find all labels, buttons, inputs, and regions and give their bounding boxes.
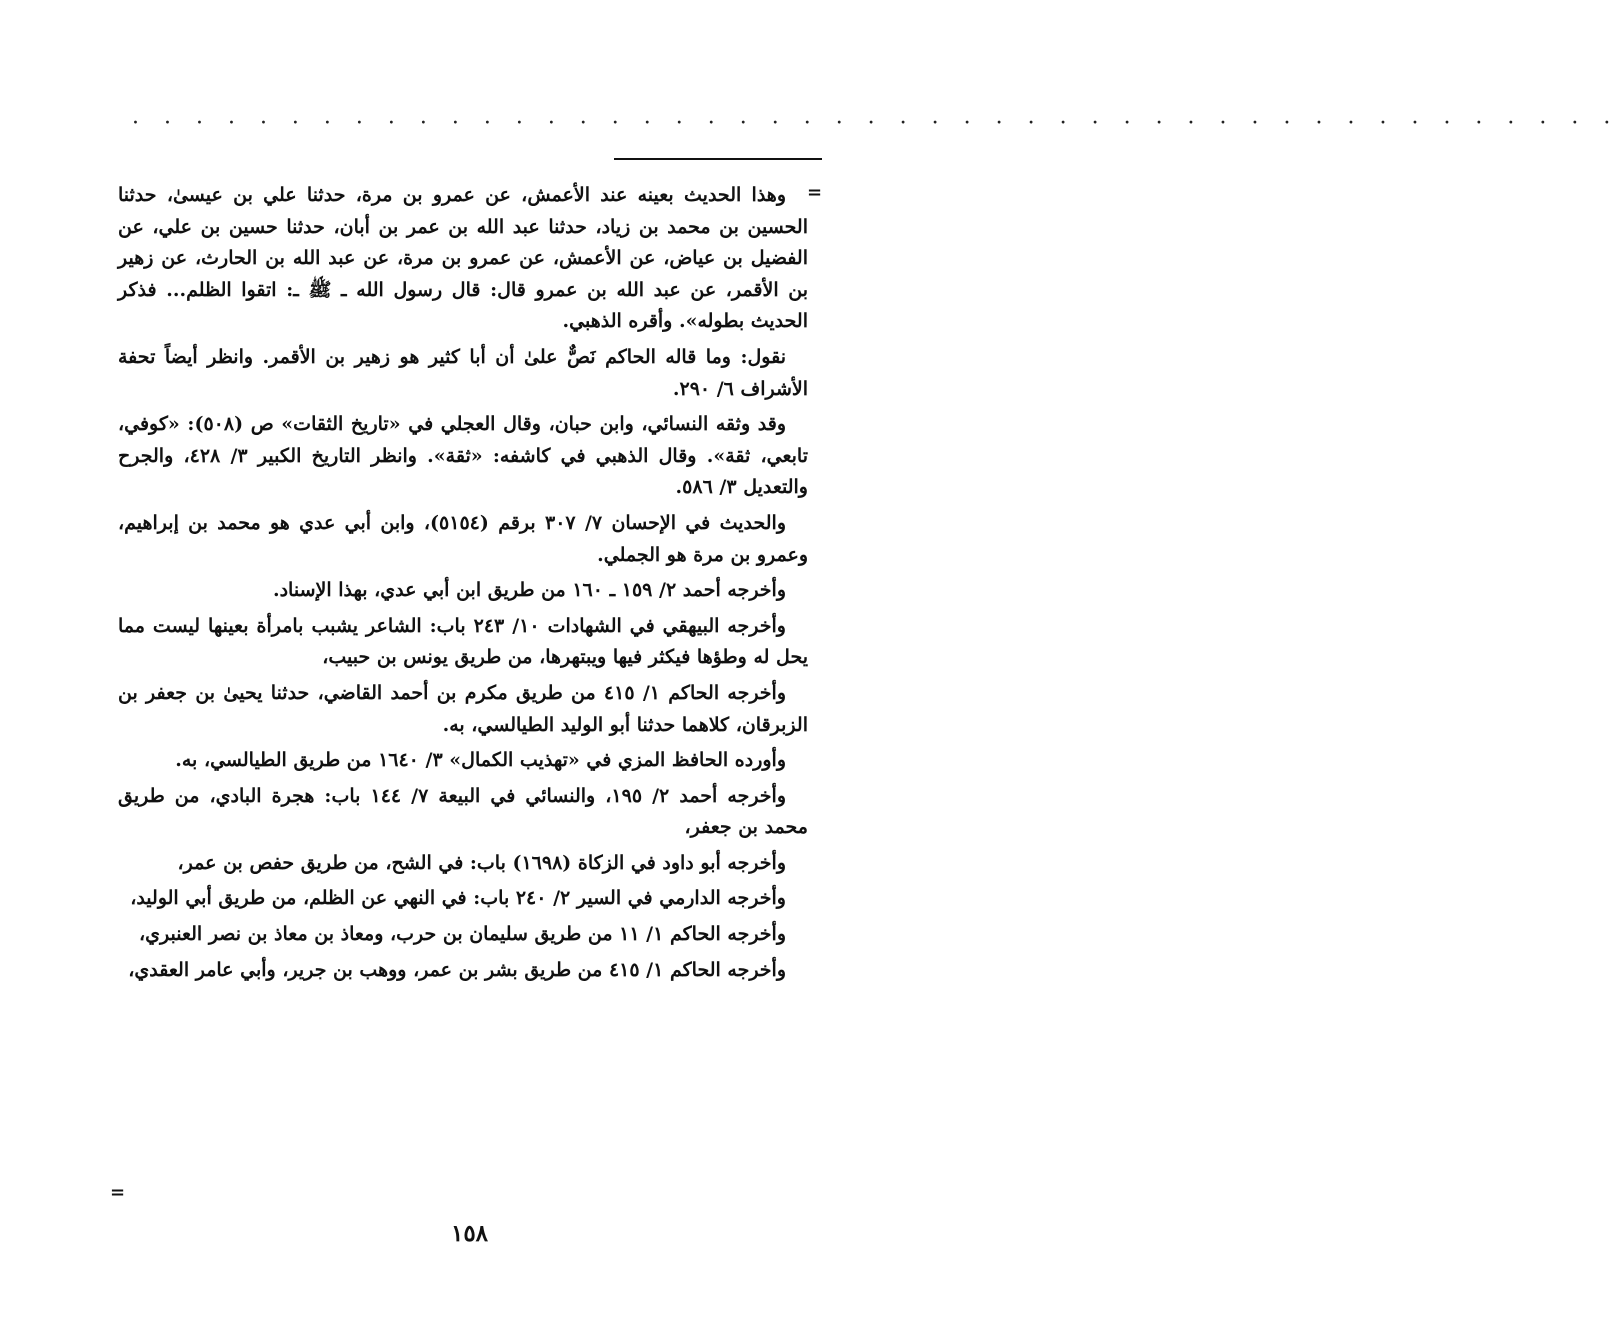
paragraph: وأخرجه البيهقي في الشهادات ١٠/ ٢٤٣ باب: الشاعر يشبب بامرأة بعينها ليست مما يحل له وطؤها فيكثر فيها ويبتهرها، من طريق يونس بن حبيب، <box>118 614 808 669</box>
paragraph: وأخرجه الحاكم ١/ ٤١٥ من طريق بشر بن عمر، ووهب بن جرير، وأبي عامر العقدي، <box>128 958 786 981</box>
paragraph: وهذا الحديث بعينه عند الأعمش، عن عمرو بن مرة، حدثنا علي بن عيسىٰ، حدثنا الحسين بن محمد بن زياد، حدثنا عبد الله بن عمر بن أبان، حدثنا حسين بن علي، عن الفضيل بن عياض، عن الأعمش، عن عمرو بن مرة، عن عبد الله بن الحارث، عن زهير بن الأقمر، عن عبد الله بن عمرو قال: قال رسول الله ـ ﷺ ـ: اتقوا الظلم... فذكر الحديث بطوله». وأقره الذهبي. <box>118 184 808 333</box>
continuation-mark-top: = <box>807 182 823 203</box>
separator-dots: · · · · · · · · · · · · · · · · · · · · · · · · · · · · · · · · · · · · · · · · · · · · · · · <box>132 111 1619 136</box>
paragraph: وأخرجه الدارمي في السير ٢/ ٢٤٠ باب: في النهي عن الظلم، من طريق أبي الوليد، <box>130 887 786 910</box>
paragraph: وأخرجه الحاكم ١/ ١١ من طريق سليمان بن حرب، ومعاذ بن معاذ بن نصر العنبري، <box>139 923 786 946</box>
paragraph: نقول: وما قاله الحاكم نَصٌّ علىٰ أن أبا كثير هو زهير بن الأقمر. وانظر أيضاً تحفة الأشراف ٦/ ٢٩٠. <box>118 345 808 400</box>
page-number: ١٥٨ <box>450 1220 489 1247</box>
footnote-rule <box>614 158 822 160</box>
continuation-mark-bottom: = <box>110 1182 126 1203</box>
paragraph: وأخرجه أحمد ٢/ ١٥٩ ـ ١٦٠ من طريق ابن أبي عدي، بهذا الإسناد. <box>272 579 786 602</box>
paragraph: وقد وثقه النسائي، وابن حبان، وقال العجلي في «تاريخ الثقات» ص (٥٠٨): «كوفي، تابعي، ثقة». وقال الذهبي في كاشفه: «ثقة». وانظر التاريخ الكبير ٣/ ٤٢٨، والجرح والتعديل ٣/ ٥٨٦. <box>118 413 809 499</box>
paragraph: وأورده الحافظ المزي في «تهذيب الكمال» ٣/ ١٦٤٠ من طريق الطيالسي، به. <box>175 749 786 772</box>
paragraph: وأخرجه الحاكم ١/ ٤١٥ من طريق مكرم بن أحمد القاضي، حدثنا يحيىٰ بن جعفر بن الزبرقان، كلاهما حدثنا أبو الوليد الطيالسي، به. <box>118 681 808 736</box>
footnote-body <box>118 180 808 990</box>
paragraph: وأخرجه أبو داود في الزكاة (١٦٩٨) باب: في الشح، من طريق حفص بن عمر، <box>177 851 786 874</box>
paragraph: وأخرجه أحمد ٢/ ١٩٥، والنسائي في البيعة ٧/ ١٤٤ باب: هجرة البادي، من طريق محمد بن جعفر، <box>118 784 808 839</box>
paragraph: والحديث في الإحسان ٧/ ٣٠٧ برقم (٥١٥٤)، وابن أبي عدي هو محمد بن إبراهيم، وعمرو بن مرة هو الجملي. <box>118 511 808 566</box>
